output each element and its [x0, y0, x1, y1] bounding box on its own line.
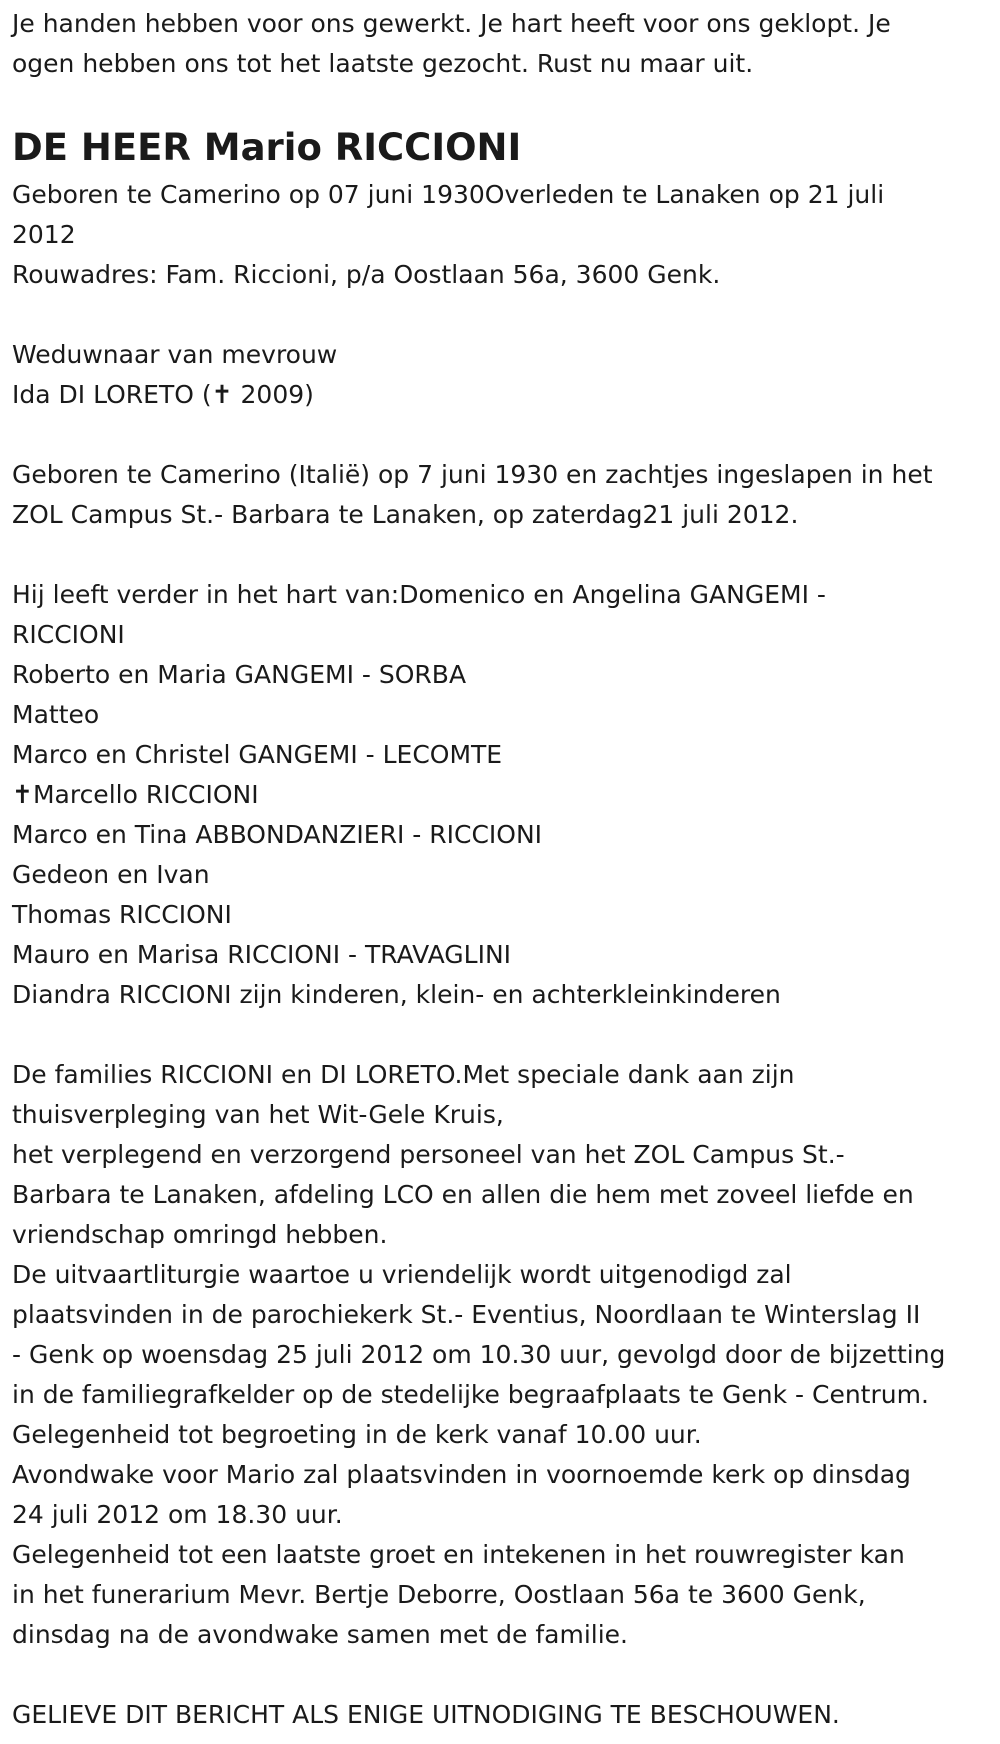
- born-text: [12, 455, 933, 535]
- closing-line: Gelegenheid tot begroeting in de kerk vanaf 10.00 uur.: [12, 1420, 702, 1449]
- closing-line: plaatsvinden in de parochiekerk St.- Eventius, Noordlaan te Winterslag II: [12, 1300, 921, 1329]
- born-text-line: ZOL Campus St.- Barbara te Lanaken, op zaterdag21 juli 2012.: [12, 500, 799, 529]
- closing-line: Avondwake voor Mario zal plaatsvinden in voornoemde kerk op dinsdag: [12, 1460, 911, 1489]
- family-line: Roberto en Maria GANGEMI - SORBA: [12, 660, 467, 689]
- closing-line: Barbara te Lanaken, afdeling LCO en allen die hem met zoveel liefde en: [12, 1180, 914, 1209]
- family-line: Marco en Christel GANGEMI - LECOMTE: [12, 740, 503, 769]
- widower-line: Weduwnaar van mevrouw: [12, 340, 338, 369]
- birth-death-info: [12, 175, 890, 255]
- closing-line: vriendschap omringd hebben.: [12, 1220, 388, 1249]
- spacer: [12, 1655, 890, 1695]
- family-line: Hij leeft verder in het hart van:Domenico en Angelina GANGEMI -: [12, 580, 826, 609]
- closing-line: De uitvaartliturgie waartoe u vriendelijk wordt uitgenodigd zal: [12, 1260, 792, 1289]
- closing-line: De families RICCIONI en DI LORETO.Met speciale dank aan zijn: [12, 1060, 795, 1089]
- family-list: [12, 575, 890, 1015]
- family-line: Thomas RICCIONI: [12, 900, 232, 929]
- born-text-line: Geboren te Camerino (Italië) op 7 juni 1930 en zachtjes ingeslapen in het: [12, 460, 933, 489]
- family-line: Mauro en Marisa RICCIONI - TRAVAGLINI: [12, 940, 512, 969]
- spacer: [12, 1015, 890, 1055]
- spacer: [12, 415, 890, 455]
- family-line: ✝Marcello RICCIONI: [12, 780, 259, 809]
- mourning-address: Rouwadres: Fam. Riccioni, p/a Oostlaan 56a, 3600 Genk.: [12, 260, 721, 289]
- motto-line: Je handen hebben voor ons gewerkt. Je hart heeft voor ons geklopt. Je: [12, 9, 891, 38]
- closing-line: in de familiegrafkelder op de stedelijke begraafplaats te Genk - Centrum.: [12, 1380, 929, 1409]
- closing-line: Gelegenheid tot een laatste groet en intekenen in het rouwregister kan: [12, 1540, 905, 1569]
- obituary-title: DE HEER Mario RICCIONI: [12, 126, 522, 169]
- closing-line: in het funerarium Mevr. Bertje Deborre, Oostlaan 56a te 3600 Genk,: [12, 1580, 866, 1609]
- family-line: Matteo: [12, 700, 100, 729]
- family-line: Marco en Tina ABBONDANZIERI - RICCIONI: [12, 820, 543, 849]
- motto-line: ogen hebben ons tot het laatste gezocht. Rust nu maar uit.: [12, 49, 754, 78]
- birth-death-line: 2012: [12, 220, 76, 249]
- birth-death-line: Geboren te Camerino op 07 juni 1930Overleden te Lanaken op 21 juli: [12, 180, 885, 209]
- closing-text: [12, 1055, 946, 1655]
- widower-info: [12, 335, 890, 415]
- closing-line: 24 juli 2012 om 18.30 uur.: [12, 1500, 343, 1529]
- closing-line: - Genk op woensdag 25 juli 2012 om 10.30 uur, gevolgd door de bijzetting: [12, 1340, 946, 1369]
- spacer: [12, 535, 890, 575]
- family-line: Gedeon en Ivan: [12, 860, 210, 889]
- family-line: Diandra RICCIONI zijn kinderen, klein- en achterkleinkinderen: [12, 980, 781, 1009]
- invitation-notice: GELIEVE DIT BERICHT ALS ENIGE UITNODIGING TE BESCHOUWEN.: [12, 1700, 840, 1729]
- widower-line: Ida DI LORETO (✝ 2009): [12, 380, 314, 409]
- spacer: [12, 295, 890, 335]
- closing-line: het verplegend en verzorgend personeel van het ZOL Campus St.-: [12, 1140, 845, 1169]
- family-line: RICCIONI: [12, 620, 125, 649]
- closing-line: dinsdag na de avondwake samen met de familie.: [12, 1620, 628, 1649]
- motto: [12, 4, 890, 84]
- closing-line: thuisverpleging van het Wit-Gele Kruis,: [12, 1100, 504, 1129]
